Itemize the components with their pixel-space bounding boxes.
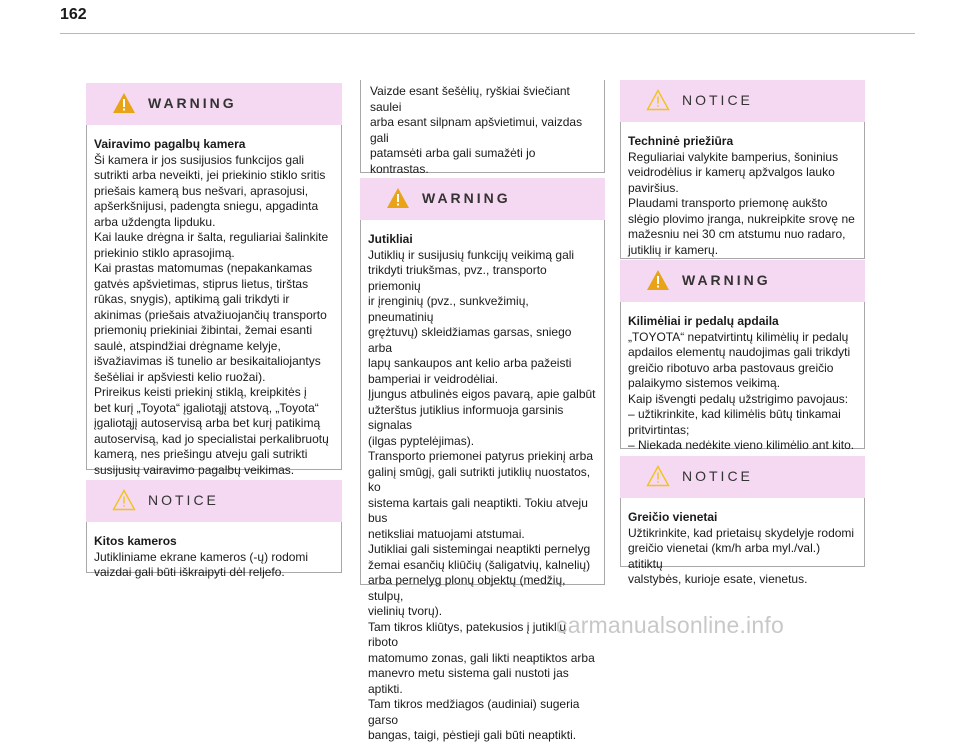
text-line: Tam tikros medžiagos (audiniai) sugeria garso: [368, 697, 580, 727]
text-line: – užtikrinkite, kad kilimėlis būtų tinkamai: [628, 407, 841, 421]
text-line: galinį smūgį, gali sutrikti jutiklių nuostatos, ko: [368, 464, 591, 494]
text-line: priekinio stiklo aprasojimą.: [94, 245, 235, 260]
text-line: sutrikti arba neveikti, jei priekinio stiklo sritis: [94, 168, 326, 182]
warning-body: [360, 220, 605, 750]
warning-body: [620, 302, 865, 460]
text-line: vaizdai gali būti iškraipyti dėl reljefo.: [94, 565, 285, 579]
notice-header: [620, 456, 865, 498]
notice-box-maintenance: [620, 80, 865, 259]
text-line: arba uždengta lipduku.: [94, 214, 216, 229]
text-line: „TOYOTA“ nepatvirtintų kilimėlių ir pedalų: [628, 329, 849, 344]
text-line: Jutiklių ir susijusių funkcijų veikimą gali: [368, 247, 575, 262]
text-line: apdailos elementų naudojimas gali trikdyti: [628, 345, 851, 359]
text-line: – Niekada nedėkite vieno kilimėlio ant kito.: [628, 438, 855, 452]
warning-header: [360, 178, 605, 220]
text-line: Tam tikros kliūtys, patekusios į jutiklių riboto: [368, 619, 567, 649]
warning-title: WARNING: [682, 272, 771, 288]
text-line: vielinių tvorų).: [368, 604, 443, 618]
notice-header: [86, 480, 342, 522]
warning-triangle-icon: [386, 187, 410, 209]
text-line: valstybės, kurioje esate, vienetus.: [628, 572, 808, 586]
notice-box-other-cameras: [86, 480, 342, 579]
text-line: slėgio plovimo įranga, nukreipkite srovę ne: [628, 211, 855, 226]
text-line: lapų sankaupos ant kelio arba pažeisti: [368, 356, 572, 370]
text-line: įgaliotąjį autoservisą arba bet kurį patikimą: [94, 416, 321, 430]
caution-triangle-icon: [646, 465, 670, 487]
text-line: Kaip išvengti pedalų užstrigimo pavojaus:: [628, 391, 849, 406]
text-line: arba esant silpnam apšvietimui, vaizdas gali: [370, 115, 583, 145]
text-line: (ilgas pyptelėjimas).: [368, 433, 475, 448]
warning-header: [620, 260, 865, 302]
text-line: paviršius.: [628, 180, 679, 195]
page-number: 162: [60, 6, 87, 23]
text-line: arba pernelyg plonų objektų (medžių, stulpų,: [368, 573, 566, 603]
text-line: akinimas (priešais atvažiuojančių transporto: [94, 307, 327, 322]
text-line: Vaizde esant šešėlių, ryškiai šviečiant saulei: [370, 84, 570, 114]
warning-title: WARNING: [422, 190, 511, 206]
text-line: greičio vienetai (km/h arba myl./val.) atitiktų: [628, 541, 821, 571]
text-line: Įjungus atbulinės eigos pavarą, apie galbūt: [368, 387, 596, 401]
notice-heading: Techninė priežiūra: [628, 134, 734, 148]
text-line: ir įrenginių (pvz., sunkvežimių, pneumatinių: [368, 294, 529, 324]
text-line: Užtikrinkite, kad prietaisų skydelyje rodomi: [628, 525, 855, 540]
text-line: Transporto priemonei patyrus priekinį arba: [368, 449, 593, 463]
text-line: netiksliai matuojami atstumai.: [368, 526, 525, 541]
text-line: užterštus jutiklius informuoja garsinis signalas: [368, 402, 564, 432]
caution-triangle-icon: [646, 89, 670, 111]
warning-body: [86, 125, 342, 484]
text-line: priešais kamerą bus nešvari, aprasojusi,: [94, 183, 309, 198]
warning-triangle-icon: [112, 92, 136, 114]
text-line: manevro metu sistema gali nustoti jas aptikti.: [368, 666, 569, 696]
text-line: Jutikliai gali sistemingai neaptikti pernelyg: [368, 542, 591, 556]
warning-heading: Vairavimo pagalbų kamera: [94, 137, 246, 151]
notice-body: [86, 522, 342, 587]
text-line: Reguliariai valykite bamperius, šoninius: [628, 149, 839, 164]
notice-body: [620, 122, 865, 264]
text-line: autoservisą, kad jo specialistai perkalibruotų: [94, 431, 329, 446]
notice-header: [620, 80, 865, 122]
text-line: bet kurį „Toyota“ įgaliotąjį atstovą, „Toyota“: [94, 400, 319, 415]
text-line: grężtuvų) skleidžiamas garsas, sniego arba: [368, 325, 572, 355]
warning-heading: Kilimėliai ir pedalų apdaila: [628, 314, 779, 328]
text-line: pritvirtintas;: [628, 422, 690, 437]
text-line: Kai lauke drėgna ir šalta, reguliariai šalinkite: [94, 230, 329, 244]
warning-header: [86, 83, 342, 125]
text-line: Jutikliniame ekrane kameros (-ų) rodomi: [94, 549, 309, 564]
text-line: Kai prastas matomumas (nepakankamas: [94, 261, 313, 275]
text-line: šešėliai ir apšviesti kelio ruožai).: [94, 369, 266, 384]
text-line: jutiklių ir kamerų.: [628, 242, 719, 257]
top-divider: [60, 33, 915, 34]
warning-box-mats: [620, 260, 865, 452]
notice-body: [620, 498, 865, 594]
text-line: veidrodėlius ir kamerų apžvalgos lauko: [628, 165, 835, 179]
text-line: patamsėti arba gali sumažėti jo kontrastas.: [370, 146, 536, 176]
text-line: apšerkšnijusi, padengta sniegu, apgadinta: [94, 199, 319, 213]
warning-heading: Jutikliai: [368, 232, 413, 246]
notice-heading: Kitos kameros: [94, 534, 177, 548]
continued-text-box: [360, 80, 605, 176]
text-line: kamerą, nes priešingu atveju gali sutrikti: [94, 447, 308, 461]
notice-heading: Greičio vienetai: [628, 510, 718, 524]
notice-box-speed-units: [620, 456, 865, 586]
warning-box-camera: [86, 83, 342, 477]
text-line: palaikymo sistemos veikimą.: [628, 376, 781, 390]
text-line: susijusių vairavimo pagalbų veikimas.: [94, 462, 295, 477]
text-line: bangas, taigi, pėstieji gali būti neaptikti.: [368, 728, 577, 742]
warning-box-sensors: [360, 178, 605, 742]
watermark-link[interactable]: carmanualsonline.info: [556, 612, 784, 638]
text-line: gatvės apšvietimas, stiprus lietus, tirštas: [94, 276, 309, 291]
text-line: sistema kartais gali neaptikti. Tokiu atveju bus: [368, 495, 588, 525]
text-line: priemonių priekiniai žibintai, žemai esanti: [94, 323, 313, 337]
text-line: matomumo zonas, gali likti neaptiktos arba: [368, 650, 595, 665]
notice-title: NOTICE: [682, 92, 753, 108]
notice-title: NOTICE: [148, 492, 219, 508]
text-line: saulė, atspindžiai drėgname kelyje,: [94, 338, 281, 353]
text-line: mažesniu nei 30 cm atstumu nuo radaro,: [628, 227, 846, 241]
text-line: žemai esančių kliūčių (šaligatvių, kalnelių): [368, 557, 591, 572]
text-line: rūkas, snygis), aptikimą gali trikdyti ir: [94, 292, 290, 306]
text-line: greičio ribotuvo arba pastovaus greičio: [628, 360, 834, 375]
text-line: išvažiavimas iš tunelio ar besikaitaliojantys: [94, 354, 321, 368]
text-line: Ši kamera ir jos susijusios funkcijos gali: [94, 152, 305, 167]
warning-triangle-icon: [646, 269, 670, 291]
notice-title: NOTICE: [682, 468, 753, 484]
warning-title: WARNING: [148, 95, 237, 111]
caution-triangle-icon: [112, 489, 136, 511]
text-line: Prireikus keisti priekinį stiklą, kreipkitės į: [94, 385, 307, 399]
text-line: trikdyti triukšmas, pvz., transporto priemonių: [368, 263, 547, 293]
text-line: bamperiai ir veidrodėliai.: [368, 371, 499, 386]
text-line: Plaudami transporto priemonę aukšto: [628, 196, 828, 210]
